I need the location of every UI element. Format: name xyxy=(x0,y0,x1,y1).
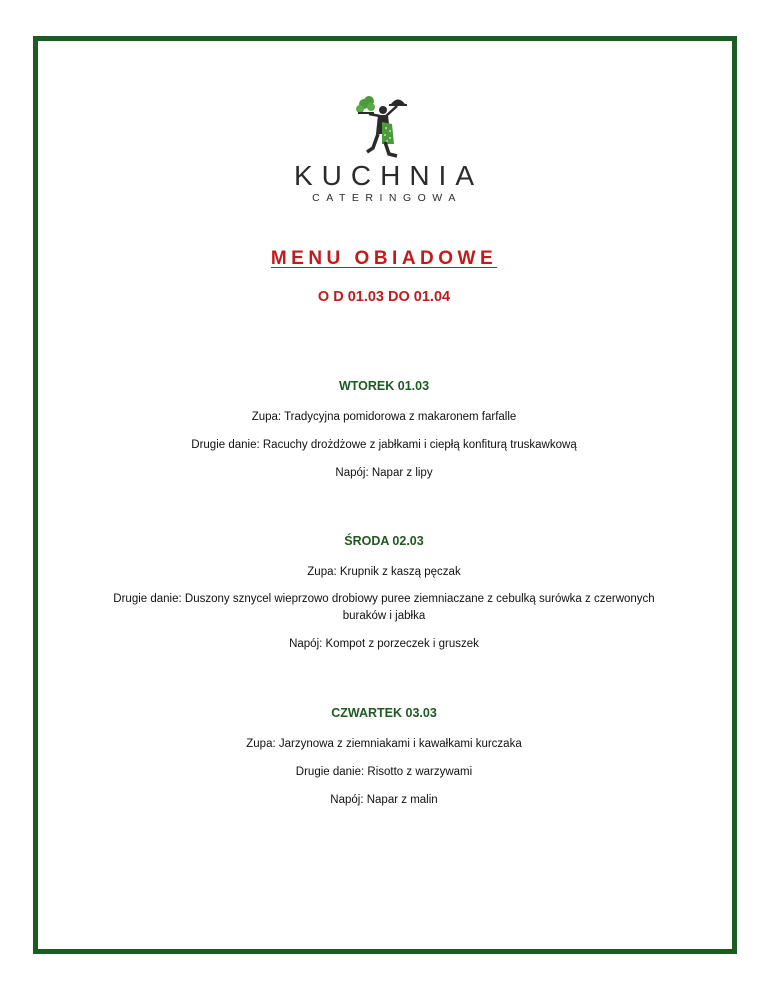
day-section-czwartek xyxy=(0,706,768,809)
drink-line: Napój: Napar z lipy xyxy=(335,467,433,479)
main-course-line: Drugie danie: Racuchy drożdżowe z jabłkami i ciepłą konfiturą truskawkową xyxy=(191,439,577,451)
day-heading: CZWARTEK 03.03 xyxy=(331,706,437,720)
day-heading: WTOREK 01.03 xyxy=(338,379,430,393)
day-heading: ŚRODA 02.03 xyxy=(344,534,424,548)
logo xyxy=(0,94,768,214)
menu-title xyxy=(0,248,768,270)
soup-line: Zupa: Krupnik z kaszą pęczak xyxy=(307,566,461,578)
brand-name: KUCHNIA xyxy=(293,160,483,191)
day-section-wtorek xyxy=(0,379,768,482)
day-section-sroda xyxy=(0,534,768,653)
main-course-line: Drugie danie: Duszony sznycel wieprzowo drobiowy puree ziemniaczane z cebulką surówka z czerwonych buraków i jabłka xyxy=(113,593,655,622)
main-course-line: Drugie danie: Risotto z warzywami xyxy=(295,766,473,778)
soup-line: Zupa: Jarzynowa z ziemniakami i kawałkami kurczaka xyxy=(246,738,522,750)
drink-line: Napój: Napar z malin xyxy=(330,794,438,806)
brand-subtitle: CATERINGOWA xyxy=(312,192,462,204)
menu-date-range: O D 01.03 DO 01.04 xyxy=(317,289,451,305)
drink-line: Napój: Kompot z porzeczek i gruszek xyxy=(289,638,479,650)
chef-waiter-icon xyxy=(345,94,425,164)
soup-line: Zupa: Tradycyjna pomidorowa z makaronem farfalle xyxy=(251,411,517,423)
menu-title-text: MENU OBIADOWE xyxy=(270,248,498,269)
